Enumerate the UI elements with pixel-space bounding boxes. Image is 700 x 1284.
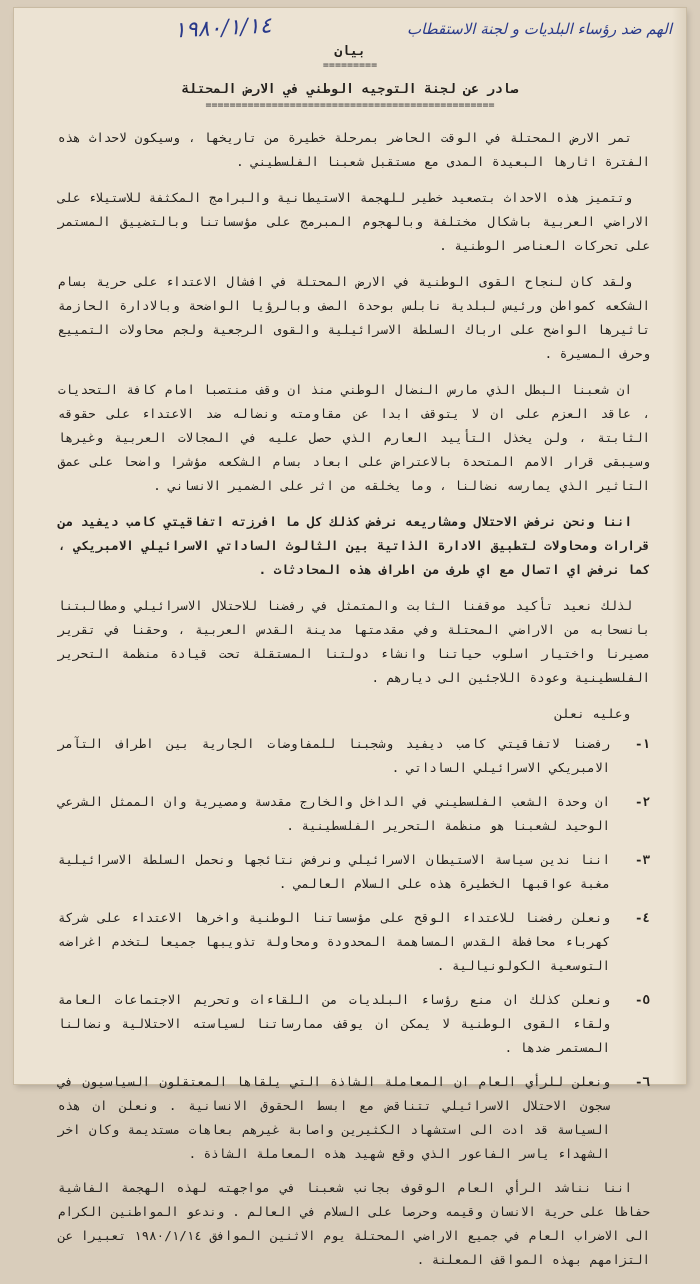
page-edge-shadow	[672, 8, 686, 1084]
paragraph: تمر الارض المحتلة في الوقت الحاضر بمرحلة خطيرة من تاريخها ، وسيكون لاحداث هذه الفترة اثارها البعيدة المدى مع مستقبل شعبنا الفلسطيني .	[58, 130, 650, 169]
item-text: رفضنا لاتفاقيتي كامب ديفيد وشجبنا للمفاوضات الجارية بين اطراف التآمر الامبريكي الاسرائيلي الساداتي .	[58, 736, 610, 775]
paragraph: لذلك نعيد تأكيد موقفنا الثابت والمتمثل في رفضنا للاحتلال الاسرائيلي ومطالبتنا بانسحابه من الاراضي المحتلة وفي مقدمتها مدينة القدس العربية ، وحقنا في تقرير مصيرنا واختيار اسلوب حياتنا وانشاء دولتنا المستقلة تحت قيادة منظمة التحرير الفلسطينية وعودة اللاجئين الى ديارهم .	[58, 598, 650, 685]
subtitle-underline: ================================================	[205, 100, 495, 111]
list-item	[58, 848, 650, 896]
item-number: ١-	[634, 736, 650, 751]
item-number: ٥-	[634, 992, 650, 1007]
list-item	[58, 906, 650, 978]
paragraph: ولقد كان لنجاح القوى الوطنية في الارض المحتلة في افشال الاعتداء على حرية بسام الشكعه كمواطن ورئيس لبلدية نابلس بوحدة الصف وبالرؤيا الواضحة وبالادارة الحازمة تاثيرها الواضح على ارباك السلطة الاسرائيلية والقوى الرجعية ولجم محاولات التمييع وحرف المسيرة .	[58, 274, 650, 361]
document-body	[58, 126, 650, 1284]
item-text: ونعلن رفضنا للاعتداء الوقح على مؤسساتنا الوطنية واخرها الاعتداء على شركة كهرباء محافظة القدس المساهمة المحدودة ومحاولة تذويبها جميعا لتخدم اغراضه التوسعية الكولونيالية .	[58, 910, 610, 973]
handwritten-date: ١٩٨٠/١/١٤	[173, 13, 273, 44]
item-text: ونعلن كذلك ان منع رؤساء البلديات من اللقاءات وتحريم الاجتماعات العامة ولقاء القوى الوطنية لا يمكن ان يوقف ممارساتنا لسياسته الاحتلالية ونضالنا المستمر ضدها .	[58, 992, 610, 1055]
document-subtitle: صادر عن لجنة التوجيه الوطني في الارض المحتلة	[181, 82, 519, 97]
list-item	[58, 790, 650, 838]
title-underline: =========	[322, 60, 378, 71]
list-item	[58, 1070, 650, 1166]
item-number: ٢-	[634, 794, 650, 809]
item-number: ٣-	[634, 852, 650, 867]
item-text: ان وحدة الشعب الفلسطيني في الداخل والخارج مقدسة ومصيرية وان الممثل الشرعي الوحيد لشعبنا هو منظمة التحرير الفلسطينية .	[58, 794, 610, 833]
handwritten-note: الهم ضد رؤساء البلديات و لجنة الاستقطاب	[407, 20, 672, 38]
paragraph: وتتميز هذه الاحداث بتصعيد خطير للهجمة الاستيطانية والبرامج المكثفة للاستيلاء على الاراضي العربية باشكال مختلفة وبالهجوم المبرمج على مؤسساتنا وبالتضييق المستمر على تحركات العناصر الوطنية .	[58, 190, 650, 253]
paragraph: اننا ونحن نرفض الاحتلال ومشاريعه نرفض كذلك كل ما افرزته اتفاقيتي كامب ديفيد من قرارات ومحاولات لتطبيق الادارة الذاتية بين الثالوث الساداتي الاسرائيلي الامبريكي ، كما نرفض اي اتصال مع اي طرف من اطراف هذه المحادثات .	[58, 514, 650, 577]
item-number: ٦-	[634, 1074, 650, 1089]
list-item	[58, 988, 650, 1060]
document-page	[14, 8, 686, 1267]
item-number: ٤-	[634, 910, 650, 925]
declaration-intro: وعليه نعلن	[554, 706, 630, 721]
document-title: بيان	[334, 44, 366, 59]
declaration-list	[58, 732, 650, 1166]
paragraph: ان شعبنا البطل الذي مارس النضال الوطني منذ ان وقف منتصبا امام كافة التحديات ، عاقد العزم على ان لا يتوقف ابدا عن مقاومته ونضاله ضد الاعتداء على حقوقه الثابتة ، ولن يخذل التأييد العارم الذي حصل عليه في المجالات العربية وغيرها وسيبقى قرار الامم المتحدة بالاعتراض على ابعاد بسام الشكعه مؤشرا واضحا على عمق التاثير الذي يمارسه نضالنا ، وما يخلقه من اثر على الضمير الانساني .	[58, 382, 650, 493]
item-text: ونعلن للرأي العام ان المعاملة الشاذة التي يلقاها المعتقلون السياسيون في سجون الاحتلال الاسرائيلي تتناقض مع ابسط الحقوق الانسانية . ونعلن ان هذه السياسة قد ادت الى استشهاد الكثيرين واصابة غيرهم بعاهات مستديمة وكان اخر الشهداء ياسر الفاعور الذي وقع شهيد هذه المعاملة الشاذة .	[58, 1074, 610, 1161]
item-text: اننا ندين سياسة الاستيطان الاسرائيلي ونرفض نتائجها ونحمل السلطة الاسرائيلية مغبة عواقبها الخطيرة هذه على السلام العالمي .	[58, 852, 610, 891]
closing-paragraph: اننا نناشد الرأي العام الوقوف بجانب شعبنا في مواجهته لهذه الهجمة الفاشية حفاظا على حرية الانسان وقيمه وحرصا على السلام في العالم . وندعو المواطنين الكرام الى الاضراب العام في جميع الاراضي المحتلة يوم الاثنين الموافق ١٩٨٠/١/١٤ تعبيرا عن التزامهم بهذه المواقف المعلنة .	[58, 1180, 650, 1267]
list-item	[58, 732, 650, 780]
handwritten-annotations	[14, 14, 686, 48]
